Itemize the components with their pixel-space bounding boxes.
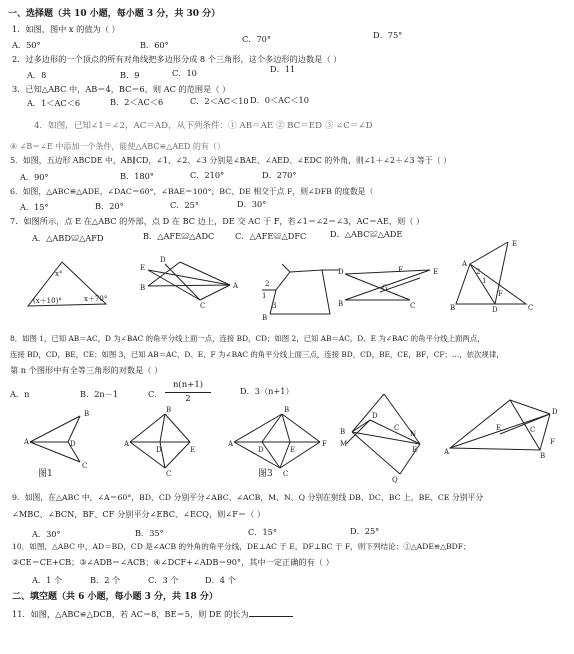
q9-option-d: D．25° xyxy=(350,526,380,536)
f1-label-a: A xyxy=(24,438,30,446)
f3-label-f: F xyxy=(322,440,327,448)
fig9-label-e: E xyxy=(412,446,418,454)
q3-option-b: B．2＜AC＜6 xyxy=(110,97,164,107)
question-11-stem: 11．如图，△ABC≌△DCB，若 AC＝8，BE＝5，则 DE 的长为 xyxy=(12,609,249,619)
q10-option-a: A．1 个 xyxy=(32,575,63,585)
fig10-label-d: D xyxy=(552,408,558,416)
question-7-stem: 7．如图所示，点 E 在△ABC 的外部，点 D 在 BC 边上，DE 交 AC 于 F，若∠1＝∠2＝∠3，AC＝AE，则（ ） xyxy=(10,216,425,226)
q9-option-a: A．30° xyxy=(32,529,61,539)
f3-label-a: A xyxy=(228,440,234,448)
fig4-label-c: C xyxy=(200,302,206,310)
fraction-denominator: 2 xyxy=(185,394,191,404)
fig5-label-2: 2 xyxy=(265,280,270,288)
figure-q10 xyxy=(443,400,558,460)
q1-option-a: A．50° xyxy=(12,40,41,50)
question-6-stem: 6．如图，△ABC≌△ADE，∠DAC＝60°，∠BAE＝100°，BC、DE 相交于点 F，则∠DFB 的度数是（ xyxy=(10,187,374,196)
q6-option-a: A．15° xyxy=(20,202,49,212)
f3-label-c: C xyxy=(283,470,289,478)
q7-option-d: D．△ABC≌△ADE xyxy=(330,229,403,239)
figure-1-caption: 图1 xyxy=(38,469,53,479)
figure-q6 xyxy=(338,266,438,310)
q7-option-a: A．△ABD≌△AFD xyxy=(32,233,104,243)
question-1-stem: 1．如图，图中 x 的值为（ ） xyxy=(12,24,120,34)
fig4-label-a: A xyxy=(233,282,239,290)
question-5-stem: 5．如图，五边形 ABCDE 中，AB∥CD，∠1、∠2、∠3 分别是∠BAE、∠AED、∠EDC 的外角，则∠1＋∠2＋∠3 等于（ ） xyxy=(10,156,452,165)
question-9-line1: 9．如图，在△ABC 中，∠A＝60°，BD、CD 分别平分∠ABC、∠ACB，M、N、Q 分别在射线 DB、DC、BC 上，BE、CE 分别平分 xyxy=(12,493,484,502)
fraction-numerator: n(n+1) xyxy=(172,380,204,390)
q5-option-b: B．180° xyxy=(120,171,154,181)
section-title-fill: 二、填空题（共 6 小题，每小题 3 分，共 18 分） xyxy=(12,592,218,602)
f2-label-b: B xyxy=(166,406,172,414)
fig7-label-a: A xyxy=(462,260,468,268)
f2-label-a: A xyxy=(124,440,130,448)
q1-option-b: B．60° xyxy=(140,40,169,50)
fig6-label-g: G xyxy=(382,284,388,292)
figure-q8-fig3 xyxy=(227,406,327,479)
q6-option-b: B．20° xyxy=(95,201,124,211)
figure-q5-pentagon xyxy=(262,264,340,322)
q8-option-a: A．n xyxy=(10,389,30,399)
q2-option-d: D．11 xyxy=(270,64,296,74)
fig9-label-c: C xyxy=(394,424,400,432)
fig4-label-e: E xyxy=(140,264,146,272)
q10-option-c: C．3 个 xyxy=(148,575,179,585)
q3-option-a: A．1＜AC＜6 xyxy=(27,98,81,108)
q3-option-d: D．0＜AC＜10 xyxy=(250,95,309,105)
fig7-label-2: 2 xyxy=(476,268,481,276)
fig6-label-c: C xyxy=(410,302,416,310)
fig-label-x: x° xyxy=(55,270,63,278)
fig9-label-q: Q xyxy=(392,476,398,484)
question-4-line1: 4．如图，已知∠1＝∠2，AC＝AD，从下列条件：① AB＝AE ② BC＝ED ③ ∠C＝∠D xyxy=(34,121,373,131)
q8-option-d: D．3（n+1） xyxy=(240,386,294,396)
fig9-label-b: B xyxy=(340,428,346,436)
question-11-row xyxy=(12,608,293,620)
q9-option-c: C．15° xyxy=(248,527,277,537)
q1-option-c: C．70° xyxy=(242,34,271,44)
question-4-line2: ④ ∠B＝∠E 中添加一个条件，能使△ABC≌△AED 的有（） xyxy=(10,142,225,151)
figure-3-caption: 图3 xyxy=(258,469,273,479)
question-8-line2: 连接 BD，CD，BE，CE；如图 3，已知 AB＝AC，D、E、F 为∠BAC 的角平分线上面三点，连接 BD，CD，BE，CE，BF，CF；…，依次规律， xyxy=(10,350,504,359)
fig10-label-a: A xyxy=(444,448,450,456)
figure-q8-fig2 xyxy=(123,406,195,478)
fig10-label-e: E xyxy=(496,424,502,432)
question-10-line2: ②CE＝CE+CB；③∠ADB＝∠ACB；④∠DCF+∠ADB＝90°，其中一定正确的有（ ） xyxy=(12,557,334,567)
f1-label-d: D xyxy=(70,440,76,448)
q10-option-d: D．4 个 xyxy=(205,575,236,585)
fig7-label-f: F xyxy=(498,290,503,298)
fig4-label-b: B xyxy=(140,284,146,292)
figure-q7 xyxy=(450,240,533,314)
q5-option-c: C．210° xyxy=(190,170,225,180)
fig9-label-m: M xyxy=(340,440,348,448)
figure-q1-triangle xyxy=(28,262,107,306)
q5-option-a: A．90° xyxy=(20,172,49,182)
fig7-label-1: 1 xyxy=(482,277,487,285)
question-2-stem: 2．过多边形的一个顶点的所有对角线把多边形分成 8 个三角形，这个多边形的边数是（ ） xyxy=(12,54,342,64)
question-10-line1: 10．如图，△ABC 中，AD＝BD，CD 是∠ACB 的外角的角平分线，DE⊥AC 于 E，DF⊥BC 于 F，则下列结论：①△ADE≌△BDF； xyxy=(12,542,471,551)
fig5-label-b: B xyxy=(262,314,268,322)
fig10-label-c: C xyxy=(530,426,536,434)
fig5-label-3: 3 xyxy=(272,302,277,310)
f1-label-b: B xyxy=(84,410,90,418)
q6-option-d: D．30° xyxy=(237,199,267,209)
q9-option-b: B．35° xyxy=(135,528,164,538)
q3-option-c: C．2＜AC＜10 xyxy=(190,96,249,106)
q2-option-c: C．10 xyxy=(172,68,197,78)
f3-label-b: B xyxy=(284,406,290,414)
fig6-label-b: B xyxy=(338,300,344,308)
q7-option-b: B．△AFE≌△ADC xyxy=(143,231,215,241)
fig6-label-d: D xyxy=(338,268,344,276)
f2-label-d: D xyxy=(156,446,162,454)
figure-q8-fig1 xyxy=(23,410,89,479)
q2-option-a: A．8 xyxy=(27,70,47,80)
fig6-label-e: E xyxy=(433,268,439,276)
figure-row-2 xyxy=(0,404,574,484)
q6-option-c: C．25° xyxy=(170,200,199,210)
fig9-label-n: N xyxy=(410,430,417,438)
q2-option-b: B．9 xyxy=(120,70,140,80)
figure-q4 xyxy=(140,256,239,310)
question-8-line3: 第 n 个图形中有全等三角形的对数是（ ） xyxy=(10,365,163,375)
q11-answer-blank[interactable] xyxy=(249,608,293,617)
question-8-line1: 8．如图 1，已知 AB＝AC，D 为∠BAC 的角平分线上面一点，连接 BD，CD；如图 2，已知 AB＝AC，D、E 为∠BAC 的角平分线上面两点， xyxy=(10,334,485,343)
q7-option-c: C．△AFE≌△DFC xyxy=(235,231,307,241)
fig-label-x10: (x＋10)° xyxy=(33,297,62,305)
fig4-label-d: D xyxy=(160,256,166,264)
fig-label-x70: x＋70° xyxy=(84,295,108,303)
f3-label-e: E xyxy=(290,446,296,454)
fig10-label-b: B xyxy=(540,452,546,460)
fig6-label-f: F xyxy=(398,266,403,274)
figure-row-1 xyxy=(0,240,574,332)
f2-label-c: C xyxy=(166,470,172,478)
f3-label-d: D xyxy=(258,446,264,454)
q10-option-b: B．2 个 xyxy=(90,575,121,585)
q5-option-d: D．270° xyxy=(262,170,297,180)
fig7-label-e: E xyxy=(512,240,518,248)
question-9-line2: ∠MBC、∠BCN，BF、CF 分别平分∠EBC、∠ECQ，则∠F＝（ ） xyxy=(12,509,266,519)
f1-label-c: C xyxy=(82,462,88,470)
fig7-label-c: C xyxy=(528,304,534,312)
fig7-label-b: B xyxy=(450,304,456,312)
q8-option-b: B．2n－1 xyxy=(80,389,119,399)
fig10-label-f: F xyxy=(550,438,555,446)
section-title-choice: 一、选择题（共 10 小题，每小题 3 分，共 30 分） xyxy=(8,9,221,19)
fig5-label-1: 1 xyxy=(262,292,267,300)
q1-option-d: D．75° xyxy=(373,30,403,40)
question-3-stem: 3．已知△ABC 中，AB＝4，BC＝6，则 AC 的范围是（ ） xyxy=(12,84,231,94)
f2-label-e: E xyxy=(190,446,196,454)
fig7-label-d: D xyxy=(492,306,498,314)
fig9-label-d: D xyxy=(372,412,378,420)
q8-option-c-fraction xyxy=(165,380,211,405)
figure-q9 xyxy=(340,394,420,484)
